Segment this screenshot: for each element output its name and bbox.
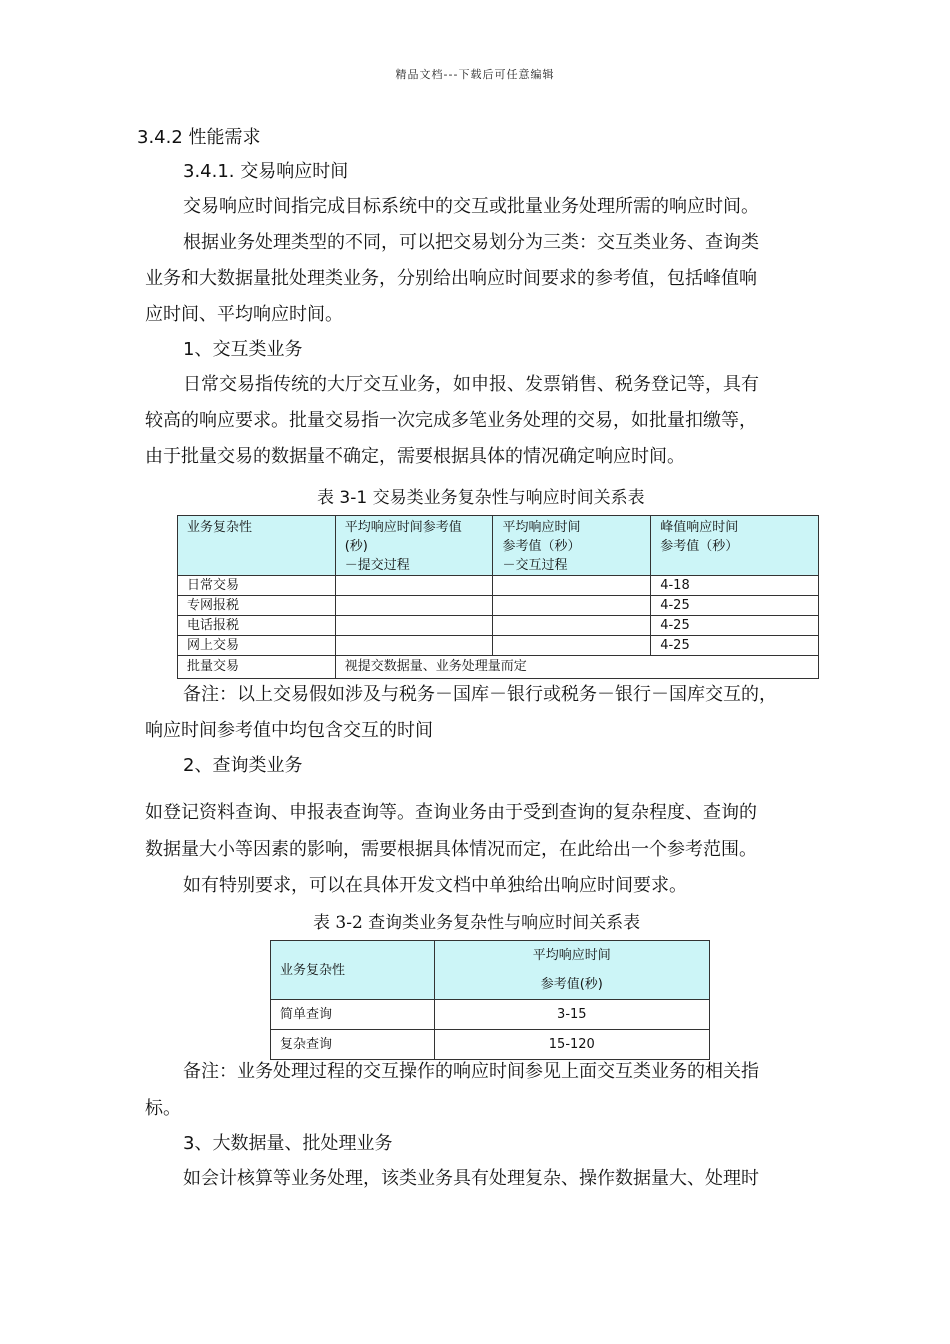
- table-cell: [335, 596, 493, 616]
- table-cell: 3-15: [434, 1000, 709, 1030]
- table-cell: [335, 576, 493, 596]
- header-cell: 平均响应时间 参考值（秒） －交互过程: [493, 516, 651, 576]
- paragraph-line: 日常交易指传统的大厅交互业务，如申报、发票销售、税务登记等，具有: [183, 374, 759, 395]
- paragraph-line: 根据业务处理类型的不同，可以把交易划分为三类：交互类业务、查询类: [183, 232, 759, 253]
- table-cell: 4-25: [651, 596, 819, 616]
- header-cell: 平均响应时间 参考值(秒): [434, 941, 709, 1000]
- table-cell: [493, 576, 651, 596]
- list-item-heading: 3、大数据量、批处理业务: [183, 1133, 393, 1154]
- header-cell: 平均响应时间参考值 (秒) －提交过程: [335, 516, 493, 576]
- paragraph-line: 数据量大小等因素的影响，需要根据具体情况而定，在此给出一个参考范围。: [145, 839, 757, 860]
- table-cell: [335, 616, 493, 636]
- table-row: [271, 1000, 710, 1030]
- note-line: 备注：业务处理过程的交互操作的响应时间参见上面交互类业务的相关指: [183, 1061, 759, 1082]
- table-caption: 表 3-2 查询类业务复杂性与响应时间关系表: [313, 913, 641, 933]
- table-cell: 日常交易: [178, 576, 336, 596]
- paragraph-line: 如登记资料查询、申报表查询等。查询业务由于受到查询的复杂程度、查询的: [145, 802, 757, 823]
- paragraph: 交易响应时间指完成目标系统中的交互或批量业务处理所需的响应时间。: [183, 196, 759, 217]
- header-cell: 业务复杂性: [178, 516, 336, 576]
- list-item-heading: 2、查询类业务: [183, 755, 303, 776]
- note-line: 备注：以上交易假如涉及与税务－国库－银行或税务－银行－国库交互的，: [183, 684, 777, 705]
- paragraph: 如会计核算等业务处理，该类业务具有处理复杂、操作数据量大、处理时: [183, 1168, 759, 1189]
- table-cell: 视提交数据量、业务处理量而定: [335, 656, 818, 679]
- note-line: 标。: [145, 1098, 181, 1119]
- table-cell: 4-25: [651, 616, 819, 636]
- table-header-row: [271, 941, 710, 1000]
- table-cell: 批量交易: [178, 656, 336, 679]
- paragraph: 如有特别要求，可以在具体开发文档中单独给出响应时间要求。: [183, 875, 687, 896]
- paragraph-line: 业务和大数据量批处理类业务，分别给出响应时间要求的参考值，包括峰值响: [145, 268, 757, 289]
- table-cell: [335, 636, 493, 656]
- query-response-table: [270, 940, 710, 1060]
- table-cell: 4-25: [651, 636, 819, 656]
- table-row: [178, 576, 819, 596]
- paragraph-line: 较高的响应要求。批量交易指一次完成多笔业务处理的交易，如批量扣缴等，: [145, 410, 757, 431]
- table-cell: 简单查询: [271, 1000, 435, 1030]
- table-cell: 15-120: [434, 1030, 709, 1060]
- transaction-response-table: [177, 515, 819, 679]
- table-cell: 网上交易: [178, 636, 336, 656]
- header-cell: 峰值响应时间 参考值（秒）: [651, 516, 819, 576]
- page-header: 精品文档---下载后可任意编辑: [395, 68, 555, 81]
- table-cell: [493, 596, 651, 616]
- table-row: [178, 596, 819, 616]
- table-row: [178, 636, 819, 656]
- table-cell: [493, 636, 651, 656]
- table-row: [178, 616, 819, 636]
- table-header-row: [178, 516, 819, 576]
- table-cell: 复杂查询: [271, 1030, 435, 1060]
- table-row: [178, 656, 819, 679]
- section-heading: 3.4.2 性能需求: [137, 127, 261, 148]
- header-cell: 业务复杂性: [271, 941, 435, 1000]
- table-cell: 专网报税: [178, 596, 336, 616]
- table-caption: 表 3-1 交易类业务复杂性与响应时间关系表: [317, 488, 645, 508]
- note-line: 响应时间参考值中均包含交互的时间: [145, 720, 433, 741]
- table-cell: 4-18: [651, 576, 819, 596]
- paragraph-line: 由于批量交易的数据量不确定，需要根据具体的情况确定响应时间。: [145, 446, 685, 467]
- subsection-heading: 3.4.1. 交易响应时间: [183, 161, 349, 182]
- table-cell: [493, 616, 651, 636]
- table-cell: 电话报税: [178, 616, 336, 636]
- paragraph-line: 应时间、平均响应时间。: [145, 304, 343, 325]
- list-item-heading: 1、交互类业务: [183, 339, 303, 360]
- table-row: [271, 1030, 710, 1060]
